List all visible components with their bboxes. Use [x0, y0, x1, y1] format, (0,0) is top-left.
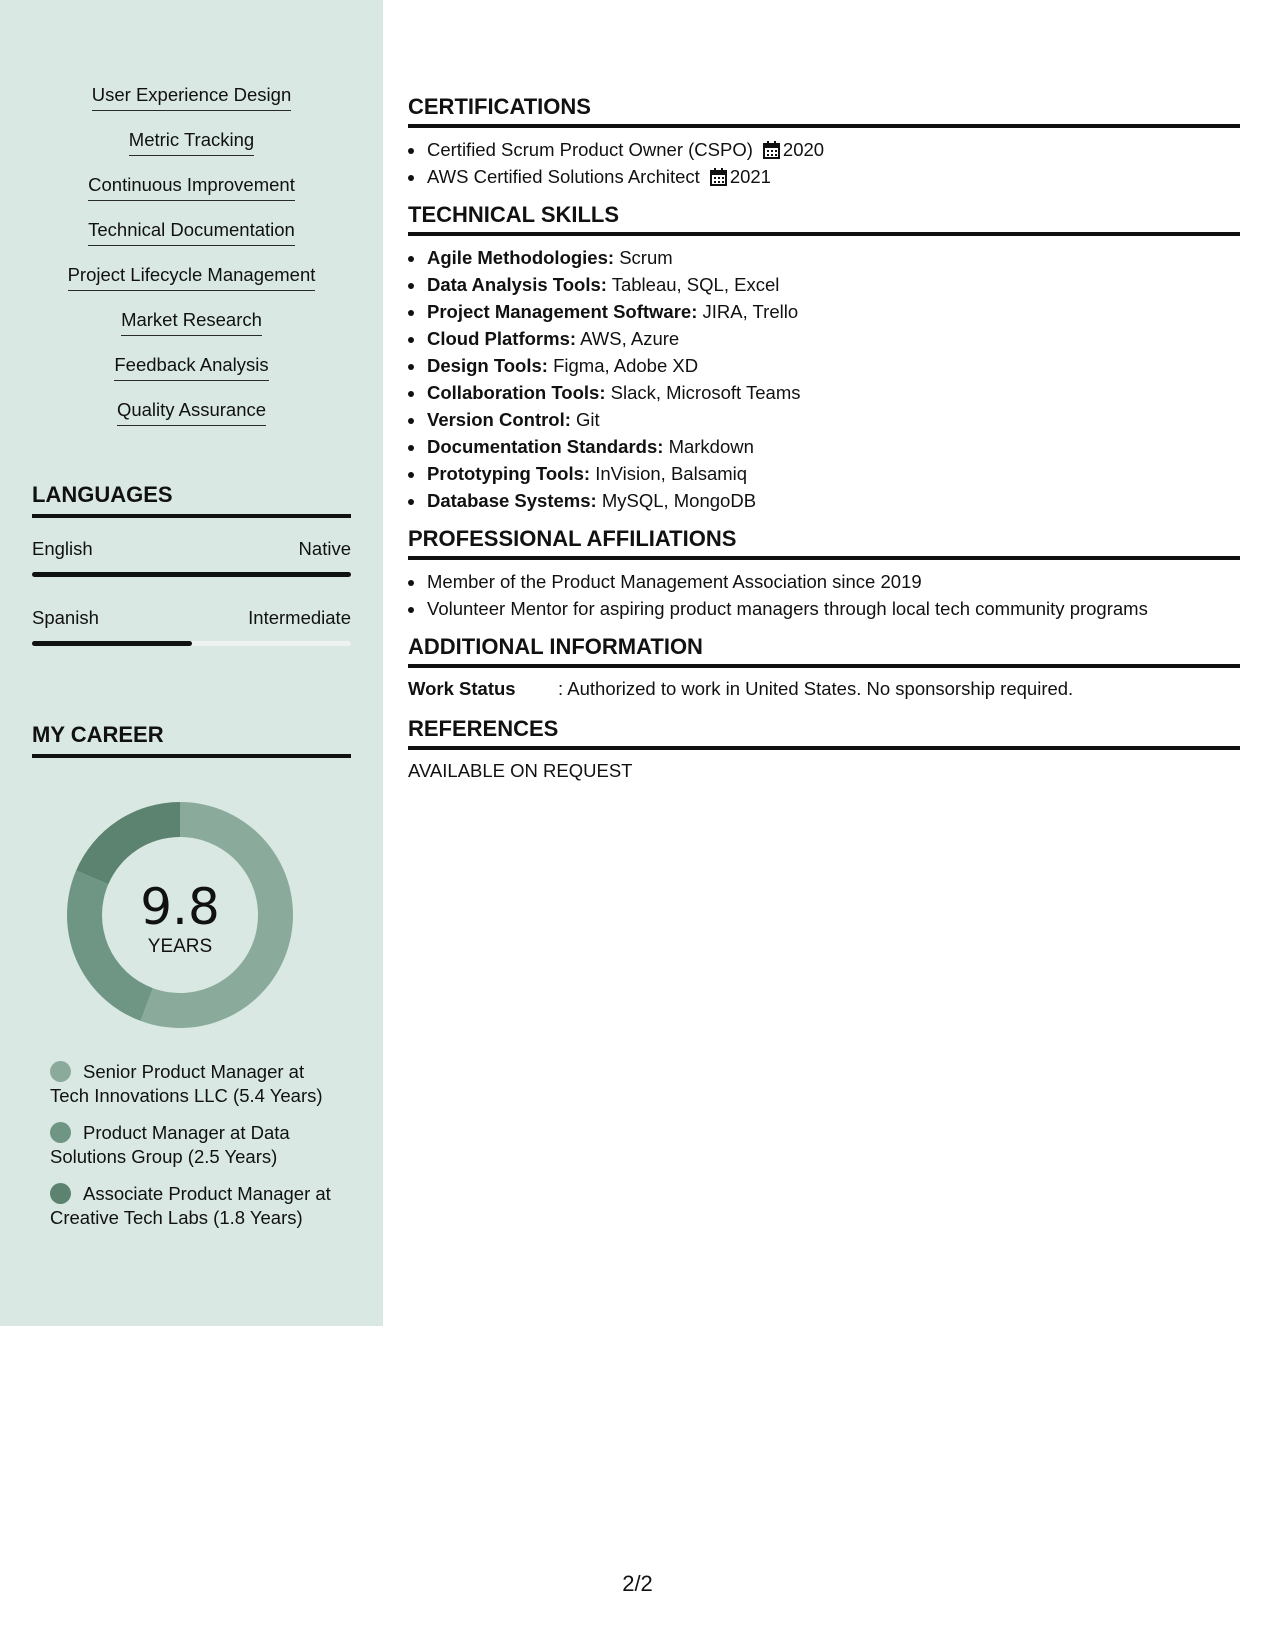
career-legend-item [50, 1182, 340, 1230]
skill-category: Data Analysis Tools: [427, 274, 607, 295]
technical-skill-item [426, 379, 1240, 406]
skill-item [32, 174, 351, 219]
affiliations-list [408, 568, 1240, 622]
skill-category: Database Systems: [427, 490, 597, 511]
skill-category: Agile Methodologies: [427, 247, 615, 268]
skill-values: Tableau, SQL, Excel [611, 274, 780, 295]
sidebar [0, 0, 383, 1326]
career-heading: MY CAREER [32, 722, 351, 758]
languages-heading: LANGUAGES [32, 482, 351, 518]
technical-skill-item [426, 298, 1240, 325]
skill-category: Design Tools: [427, 355, 548, 376]
certification-item [426, 136, 1240, 163]
career-total-unit: YEARS [147, 936, 213, 957]
skill-values: Markdown [668, 436, 754, 457]
skill-label: User Experience Design [92, 84, 291, 111]
skill-category: Prototyping Tools: [427, 463, 591, 484]
skill-item [32, 219, 351, 264]
technical-skill-item [426, 406, 1240, 433]
technical-skill-item [426, 487, 1240, 514]
work-status-row [408, 676, 1240, 702]
certification-name: Certified Scrum Product Owner (CSPO) [427, 139, 753, 160]
skill-values: JIRA, Trello [702, 301, 799, 322]
language-proficiency-bar [32, 572, 351, 577]
calendar-icon [710, 168, 727, 186]
skill-label: Metric Tracking [129, 129, 254, 156]
technical-skill-item [426, 460, 1240, 487]
skill-label: Market Research [121, 309, 262, 336]
legend-dot-icon [50, 1122, 71, 1143]
skill-values: Figma, Adobe XD [553, 355, 699, 376]
page-number: 2/2 [622, 1571, 653, 1596]
skill-values: MySQL, MongoDB [601, 490, 757, 511]
main-content [408, 94, 1240, 784]
certification-name: AWS Certified Solutions Architect [427, 166, 700, 187]
technical-skill-item [426, 244, 1240, 271]
certification-year: 2020 [782, 139, 825, 160]
skill-item [32, 129, 351, 174]
skill-values: Git [576, 409, 600, 430]
skill-item [32, 399, 351, 444]
work-status-label: Work Status [408, 678, 516, 699]
skill-item [32, 84, 351, 129]
certification-year: 2021 [729, 166, 771, 187]
skill-values: Scrum [619, 247, 673, 268]
skill-item [32, 309, 351, 354]
career-legend [50, 1060, 340, 1243]
language-name: English [32, 538, 93, 559]
skill-category: Documentation Standards: [427, 436, 664, 457]
legend-dot-icon [50, 1061, 71, 1082]
skills-list [32, 84, 351, 444]
language-level: Native [298, 538, 351, 559]
language-proficiency-fill [32, 641, 192, 646]
career-donut-segment [76, 802, 180, 884]
skill-item [32, 264, 351, 309]
affiliation-item: • Volunteer Mentor for aspiring product managers through local tech community programs [426, 595, 1240, 622]
certification-item [426, 163, 1240, 190]
calendar-icon [763, 141, 780, 159]
career-total-value: 9.8 [140, 878, 220, 936]
skill-label: Technical Documentation [88, 219, 295, 246]
language-english [32, 538, 351, 577]
certifications-list [408, 136, 1240, 190]
technical-skill-item [426, 325, 1240, 352]
technical-skill-item [426, 271, 1240, 298]
career-item-label: Senior Product Manager at Tech Innovations LLC (5.4 Years) [50, 1061, 323, 1106]
skill-category: Collaboration Tools: [427, 382, 606, 403]
language-level: Intermediate [248, 607, 351, 628]
technical-skills-heading: TECHNICAL SKILLS [408, 202, 1240, 236]
skill-item [32, 354, 351, 399]
skill-category: Project Management Software: [427, 301, 698, 322]
affiliation-item: • Member of the Product Management Association since 2019 [426, 568, 1240, 595]
references-heading: REFERENCES [408, 716, 1240, 750]
language-name: Spanish [32, 607, 99, 628]
career-item-label: Product Manager at Data Solutions Group (2.5 Years) [50, 1122, 290, 1167]
skill-category: Version Control: [427, 409, 571, 430]
language-proficiency-fill [32, 572, 351, 577]
language-proficiency-bar [32, 641, 351, 646]
career-item-label: Associate Product Manager at Creative Tech Labs (1.8 Years) [50, 1183, 331, 1228]
technical-skills-list [408, 244, 1240, 514]
career-donut-chart [65, 800, 295, 1030]
skill-label: Continuous Improvement [88, 174, 295, 201]
legend-dot-icon [50, 1183, 71, 1204]
affiliations-heading: PROFESSIONAL AFFILIATIONS [408, 526, 1240, 560]
certifications-heading: CERTIFICATIONS [408, 94, 1240, 128]
skill-values: InVision, Balsamiq [595, 463, 748, 484]
skill-label: Project Lifecycle Management [68, 264, 316, 291]
skill-category: Cloud Platforms: [427, 328, 577, 349]
career-legend-item [50, 1060, 340, 1108]
work-status-value: : Authorized to work in United States. No sponsorship required. [558, 678, 1074, 699]
technical-skill-item [426, 352, 1240, 379]
additional-info-heading: ADDITIONAL INFORMATION [408, 634, 1240, 668]
skill-values: Slack, Microsoft Teams [610, 382, 801, 403]
skill-label: Quality Assurance [117, 399, 266, 426]
skill-label: Feedback Analysis [114, 354, 268, 381]
career-legend-item [50, 1121, 340, 1169]
references-text: AVAILABLE ON REQUEST [408, 760, 633, 781]
technical-skill-item [426, 433, 1240, 460]
skill-values: AWS, Azure [580, 328, 680, 349]
language-spanish [32, 607, 351, 646]
